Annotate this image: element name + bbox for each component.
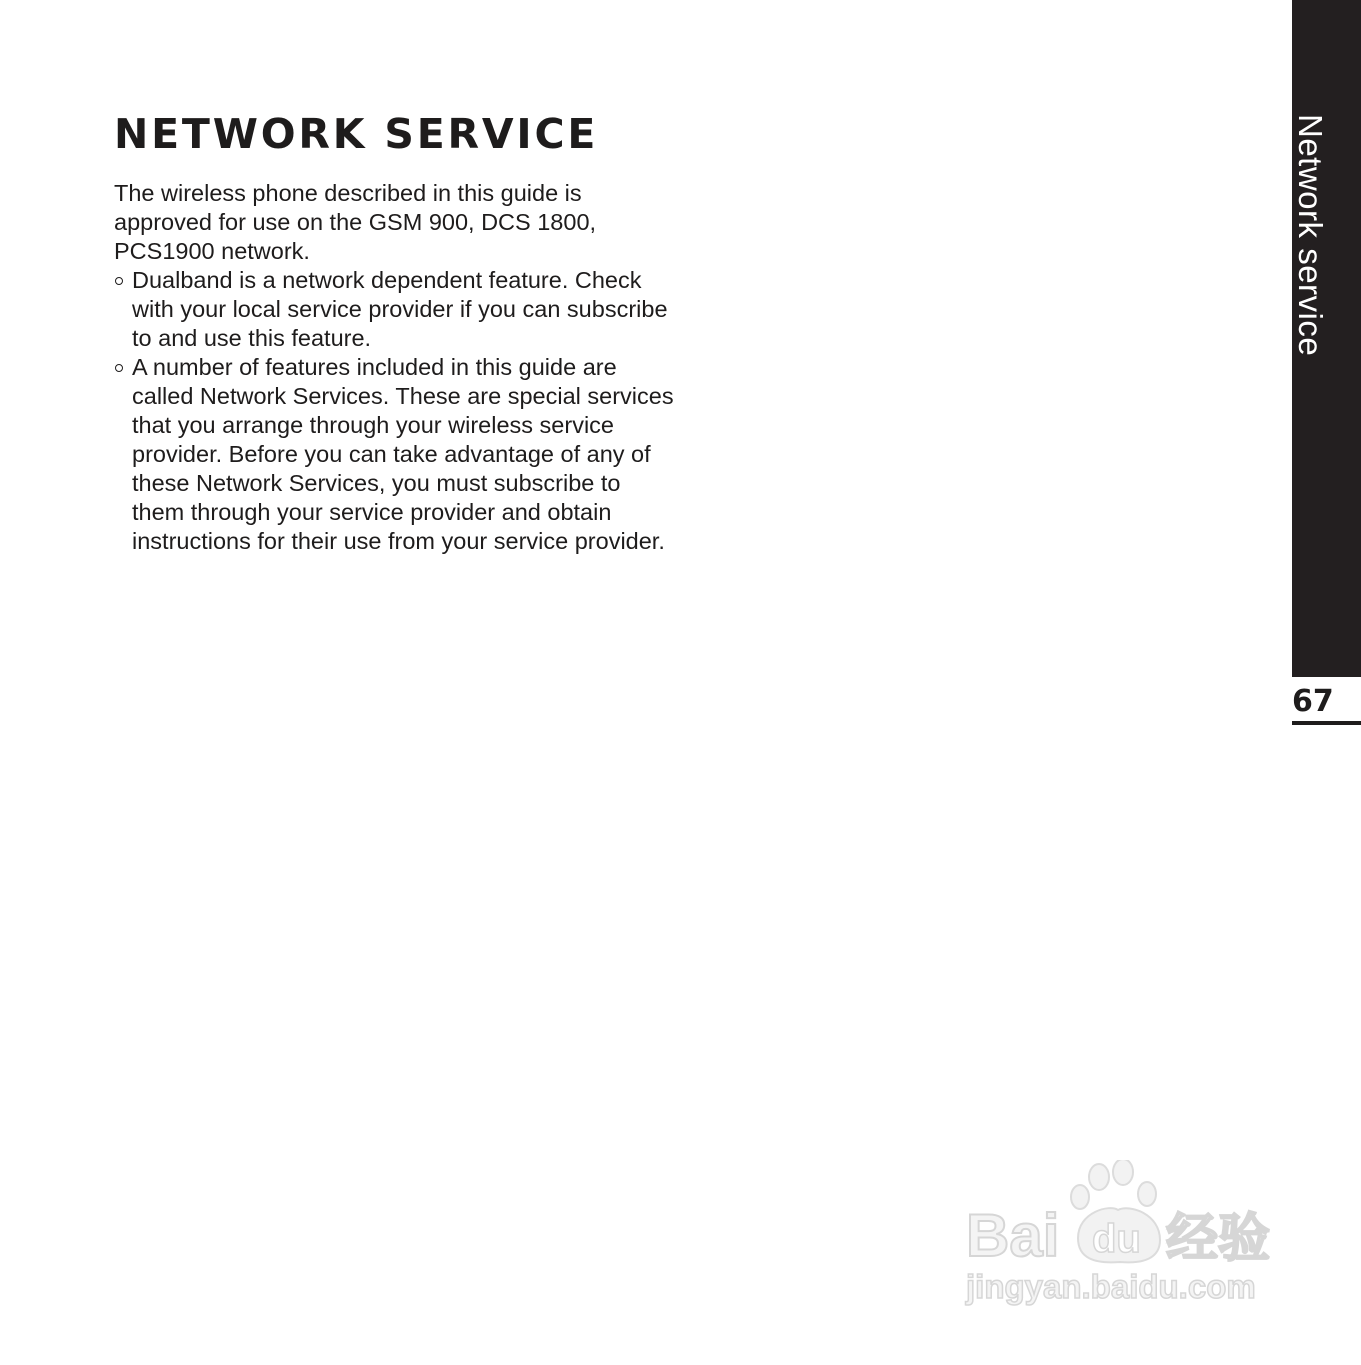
svg-text:经验: 经验 <box>1166 1209 1271 1269</box>
svg-text:jingyan.baidu.com: jingyan.baidu.com <box>966 1268 1256 1305</box>
bullet-circle-icon <box>115 364 123 372</box>
bullet-item <box>114 353 674 556</box>
bullet-circle-icon <box>115 277 123 285</box>
svg-text:du: du <box>1092 1217 1141 1261</box>
section-tab-label: Network service <box>1292 114 1329 357</box>
bullet-text: Dualband is a network dependent feature. Check with your local service provider if you can subscribe to and use this feature. <box>132 267 668 351</box>
bullet-text: A number of features included in this guide are called Network Services. These are special services that you arrange through your wireless service provider. Before you can take advantage of any of these Network Services, you must subscribe to them through your service provider and obtain instructions for their use from your service provider. <box>132 354 674 554</box>
bullet-list <box>114 266 674 556</box>
bullet-item <box>114 266 674 353</box>
page-title: NETWORK SERVICE <box>114 110 599 158</box>
page-number: 67 <box>1292 684 1334 719</box>
intro-paragraph: The wireless phone described in this guide is approved for use on the GSM 900, DCS 1800, PCS1900 network. <box>114 180 597 264</box>
baidu-jingyan-watermark-logo <box>960 1160 1290 1310</box>
page-number-underline <box>1292 721 1361 725</box>
page-body <box>114 179 674 556</box>
svg-text:Bai: Bai <box>966 1202 1060 1269</box>
